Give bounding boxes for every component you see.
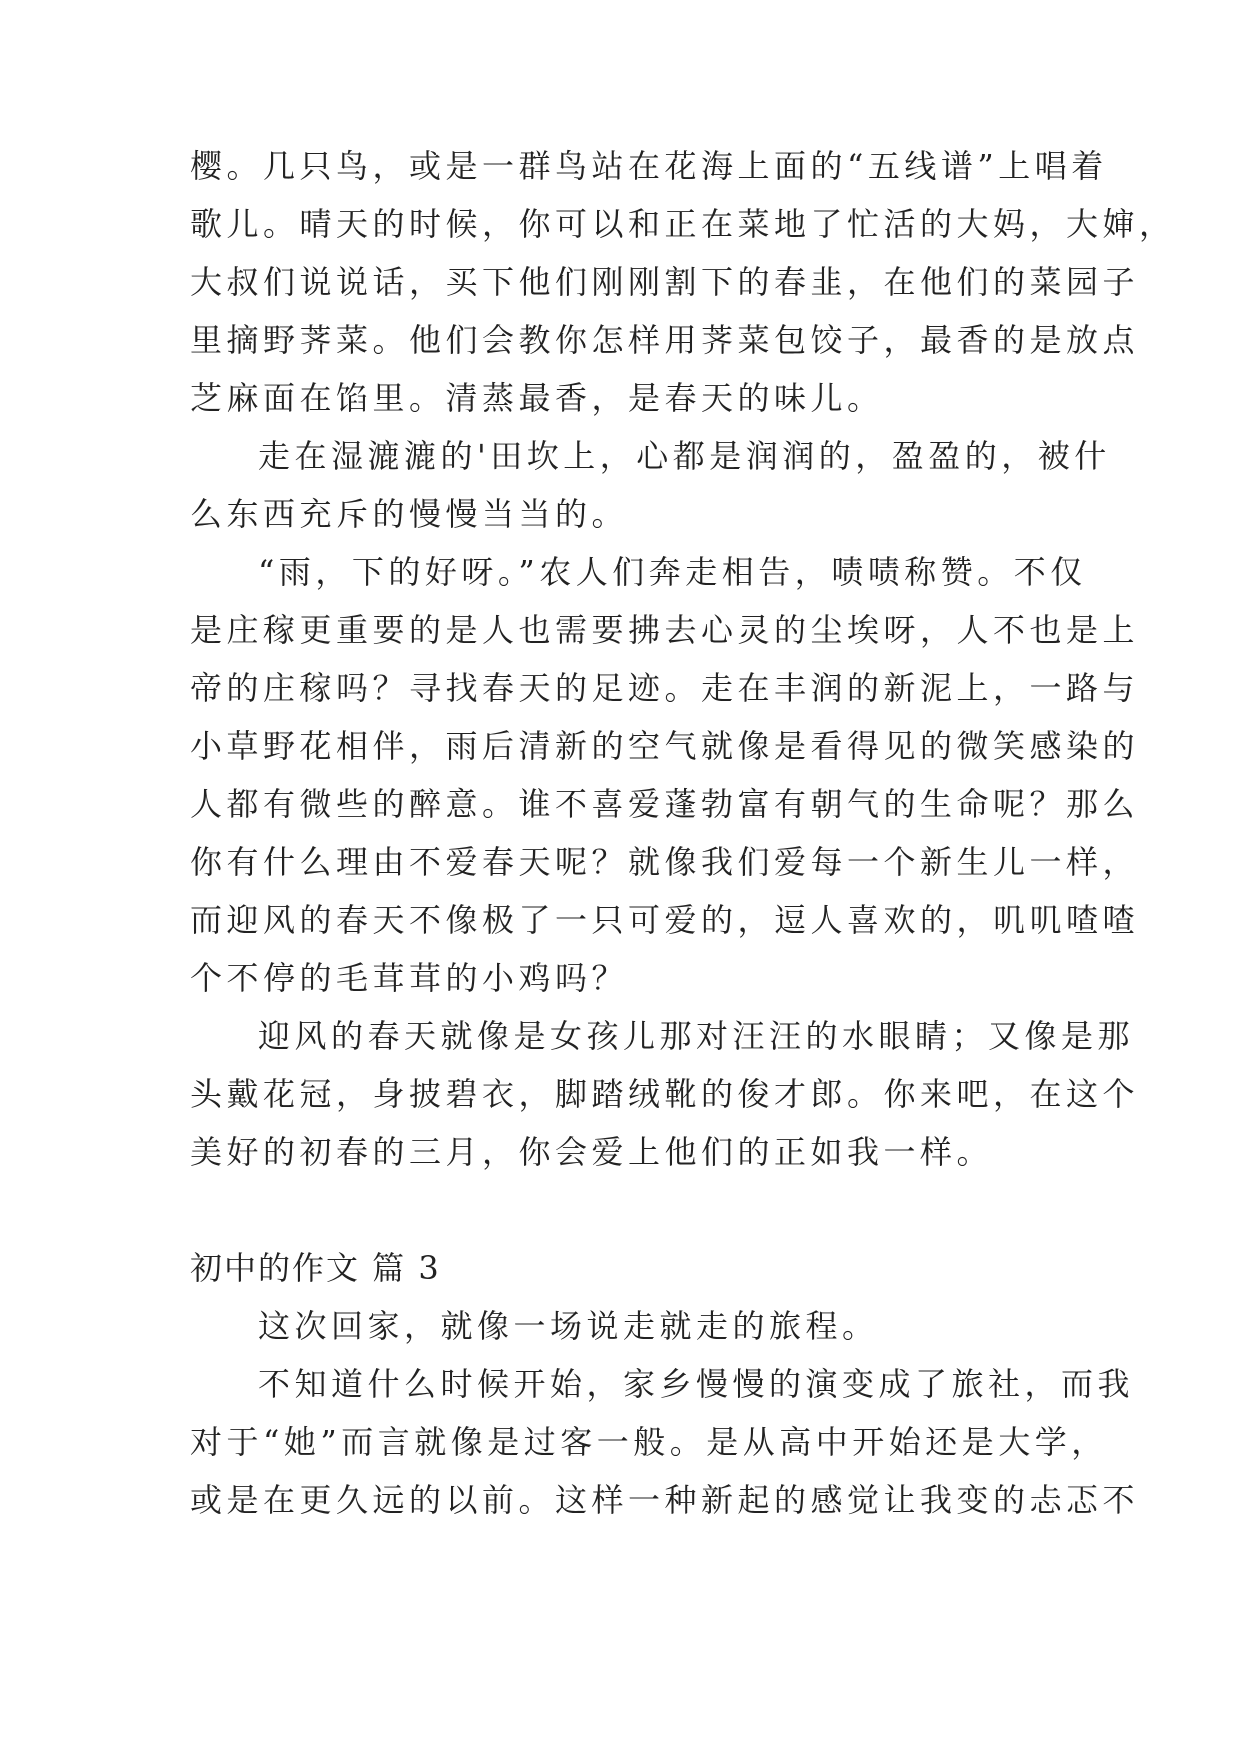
text-line: 么东西充斥的慢慢当当的。 xyxy=(190,495,629,533)
text-line: 芝麻面在馅里。清蒸最香，是春天的味儿。 xyxy=(190,379,884,417)
text-line: 你有什么理由不爱春天呢？就像我们爱每一个新生儿一样， xyxy=(190,843,1140,881)
text-line: 人都有微些的醉意。谁不喜爱蓬勃富有朝气的生命呢？那么 xyxy=(190,785,1140,823)
text-line: “雨，下的好呀。”农人们奔走相告，啧啧称赞。不仅 xyxy=(258,553,1087,591)
text-line: 迎风的春天就像是女孩儿那对汪汪的水眼睛；又像是那 xyxy=(258,1017,1135,1055)
text-line: 对于“她”而言就像是过客一般。是从高中开始还是大学， xyxy=(190,1423,1108,1461)
text-line: 是庄稼更重要的是人也需要拂去心灵的尘埃呀，人不也是上 xyxy=(190,611,1140,649)
text-line: 不知道什么时候开始，家乡慢慢的演变成了旅社，而我 xyxy=(258,1365,1135,1403)
text-line: 这次回家，就像一场说走就走的旅程。 xyxy=(258,1307,879,1345)
text-line: 头戴花冠，身披碧衣，脚踏绒靴的俊才郎。你来吧，在这个 xyxy=(190,1075,1140,1113)
text-line: 帝的庄稼吗？寻找春天的足迹。走在丰润的新泥上，一路与 xyxy=(190,669,1140,707)
text-line: 或是在更久远的以前。这样一种新起的感觉让我变的忐忑不 xyxy=(190,1481,1140,1519)
text-line: 小草野花相伴，雨后清新的空气就像是看得见的微笑感染的 xyxy=(190,727,1140,765)
text-line: 美好的初春的三月，你会爱上他们的正如我一样。 xyxy=(190,1133,994,1171)
text-line: 走在湿漉漉的'田坎上，心都是润润的，盈盈的，被什 xyxy=(258,437,1111,475)
text-line: 里摘野荠菜。他们会教你怎样用荠菜包饺子，最香的是放点 xyxy=(190,321,1140,359)
text-line: 歌儿。晴天的时候，你可以和正在菜地了忙活的大妈，大婶， xyxy=(190,205,1176,243)
text-line: 樱。几只鸟，或是一群鸟站在花海上面的“五线谱”上唱着 xyxy=(190,147,1108,185)
text-line: 而迎风的春天不像极了一只可爱的，逗人喜欢的，叽叽喳喳 xyxy=(190,901,1140,939)
text-line: 个不停的毛茸茸的小鸡吗？ xyxy=(190,959,629,997)
text-line: 大叔们说说话，买下他们刚刚割下的春韭，在他们的菜园子 xyxy=(190,263,1140,301)
section-heading: 初中的作文 篇 3 xyxy=(190,1249,441,1287)
